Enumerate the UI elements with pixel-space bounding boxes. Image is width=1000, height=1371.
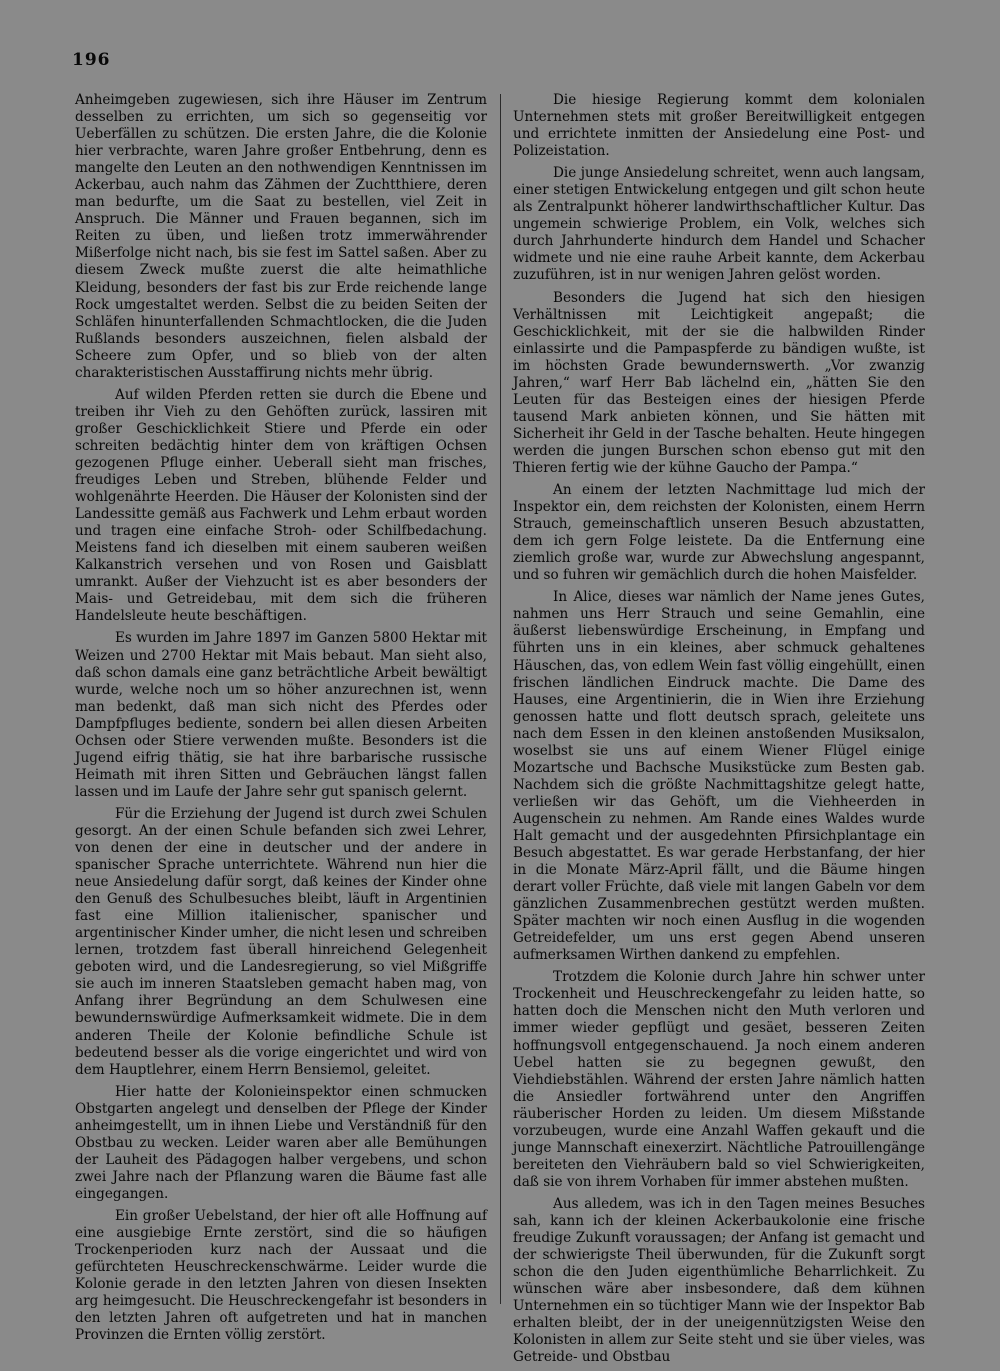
paragraph: Auf wilden Pferden retten sie durch die Ebene und treiben ihr Vieh zu den Gehöften zurück, lassiren mit großer Geschicklichkeit Stiere und Pferde ein oder schreiten bedächtig hinter dem von kräftigen Ochsen gezogenen Pfluge einher. Ueberall sieht man frisches, freudiges Leben und Streben, blühende Felder und wohlgenährte Heerden. Die Häuser der Kolonisten sind der Landessitte gemäß aus Fachwerk und Lehm erbaut worden und tragen eine einfache Stroh- oder Schilfbedachung. Meistens fand ich dieselben mit einem sauberen weißen Kalkanstrich versehen und von Rosen und Gaisblatt umrankt. Außer der Viehzucht ist es aber besonders der Mais- und Getreidebau, mit dem sich die früheren Handelsleute heute beschäftigen.: [75, 386, 487, 625]
right-column: [513, 92, 925, 1371]
paragraph: Trotzdem die Kolonie durch Jahre hin schwer unter Trockenheit und Heuschreckengefahr zu leiden hatte, so hatten doch die Menschen nicht den Muth verloren und immer wieder gepflügt und gesäet, besseren Zeiten hoffnungsvoll entgegenschauend. Ja noch einem anderen Uebel hatten sie zu begegnen gewußt, den Viehdiebstählen. Während der ersten Jahre nämlich hatten die Ansiedler fortwährend unter den Angriffen räuberischer Horden zu leiden. Um diesem Mißstande vorzubeugen, wurde eine Anzahl Waffen gekauft und die junge Mannschaft einexerzirt. Nächtliche Patrouillengänge bereiteten den Viehräubern bald so viel Schwierigkeiten, daß sie von ihrem Vorhaben für immer abstehen mußten.: [513, 969, 925, 1190]
paragraph: Anheimgeben zugewiesen, sich ihre Häuser im Zentrum desselben zu errichten, um sich so gegenseitig vor Ueberfällen zu schützen. Die ersten Jahre, die die Kolonie hier verbrachte, waren Jahre großer Entbehrung, denn es mangelte den Leuten an den nothwendigen Kenntnissen im Ackerbau, auch nahm das Zähmen der Zuchtthiere, deren man bedurfte, um die Saat zu bestellen, viel Zeit in Anspruch. Die Männer und Frauen begannen, sich im Reiten zu üben, und ließen trotz immerwährender Mißerfolge nicht nach, bis sie fest im Sattel saßen. Aber zu diesem Zweck mußte zuerst die alte heimathliche Kleidung, besonders der fast bis zur Erde reichende lange Rock umgestaltet werden. Selbst die zu beiden Seiten der Schläfen hinunterfallenden Schmachtlocken, die die Juden Rußlands besonders auszeichnen, fielen alsbald der Scheere zum Opfer, und so blieb von der alten charakteristischen Ausstaffirung nichts mehr übrig.: [75, 92, 487, 381]
paragraph: Besonders die Jugend hat sich den hiesigen Verhältnissen mit Leichtigkeit angepaßt; die Geschicklichkeit, mit der sie die halbwilden Rinder einlassirte und die Pampaspferde zu bändigen wußte, ist im höchsten Grade bewundernswerth. „Vor zwanzig Jahren,“ warf Herr Bab lächelnd ein, „hätten Sie den Leuten für das Besteigen eines der hiesigen Pferde tausend Mark anbieten können, und Sie hätten mit Sicherheit ihr Geld in der Tasche behalten. Heute hingegen werden die jungen Burschen schon ebenso gut mit den Thieren fertig wie der kühne Gaucho der Pampa.“: [513, 289, 925, 476]
page-number: 196: [72, 50, 111, 70]
paragraph: In Alice, dieses war nämlich der Name jenes Gutes, nahmen uns Herr Strauch und seine Gemahlin, eine äußerst liebenswürdige Erscheinung, in Empfang und führten uns in ein kleines, aber schmuck gehaltenes Häuschen, das, von edlem Wein fast völlig eingehüllt, einen frischen ländlichen Eindruck machte. Die Dame des Hauses, eine Argentinierin, die in Wien ihre Erziehung genossen hatte und flott deutsch sprach, geleitete uns nach dem Essen in den kleinen anstoßenden Musiksalon, woselbst sie uns auf einem Wiener Flügel einige Mozartsche und Bachsche Musikstücke zum Besten gab. Nachdem sich die größte Nachmittagshitze gelegt hatte, verließen wir das Gehöft, um die Viehheerden in Augenschein zu nehmen. Am Rande eines Waldes wurde Halt gemacht und der ausgedehnten Pfirsichplantage ein Besuch abgestattet. Es war gerade Herbstanfang, der hier in die Monate März-April fällt, und die Bäume hingen derart voller Früchte, daß viele mit langen Gabeln vor dem gänzlichen Zusammenbrechen gestützt werden mußten. Später machten wir noch einen Ausflug in die wogenden Getreidefelder, um uns erst gegen Abend unseren aufmerksamen Wirthen dankend zu empfehlen.: [513, 589, 925, 964]
paragraph: Hier hatte der Koloniеinspektor einen schmucken Obstgarten angelegt und denselben der Pflege der Kinder anheimgestellt, um in ihnen Liebe und Verständniß für den Obstbau zu wecken. Leider waren aber alle Bemühungen der Lauheit des Pädagogen halber vergebens, und schon zwei Jahre nach der Pflanzung waren die Bäume fast alle eingegangen.: [75, 1083, 487, 1202]
left-column: [75, 92, 487, 1349]
paragraph: Aus alledem, was ich in den Tagen meines Besuches sah, kann ich der kleinen Ackerbaukolonie eine frische freudige Zukunft voraussagen; der Anfang ist gemacht und der schwierigste Theil überwunden, für die Zukunft sorgt schon die den Juden eigenthümliche Beharrlichkeit. Zu wünschen wäre aber insbesondere, daß dem kühnen Unternehmen ein so tüchtiger Mann wie der Inspektor Bab erhalten bleibt, der in der uneigennützigsten Weise den Kolonisten in allem zur Seite steht und sie über vieles, was Getreide- und Obstbau: [513, 1195, 925, 1366]
paragraph: Ein großer Uebelstand, der hier oft alle Hoffnung auf eine ausgiebige Ernte zerstört, sind die so häufigen Trockenperioden kurz nach der Aussaat und die gefürchteten Heuschreckenschwärme. Leider wurde die Kolonie gerade in den letzten Jahren von diesen Insekten arg heimgesucht. Die Heuschreckengefahr ist besonders in den letzten Jahren oft aufgetreten und hat in manchen Provinzen die Ernten völlig zerstört.: [75, 1208, 487, 1344]
paragraph: Für die Erziehung der Jugend ist durch zwei Schulen gesorgt. An der einen Schule befanden sich zwei Lehrer, von denen der eine in deutscher und der andere in spanischer Sprache unterrichtete. Während nun hier die neue Ansiedelung dafür sorgt, daß keines der Kinder ohne den Genuß des Schulbesuches bleibt, läuft in Argentinien fast eine Million italienischer, spanischer und argentinischer Kinder umher, die nicht lesen und schreiben lernen, trotzdem fast überall hinreichend Gelegenheit geboten wird, und die Landesregierung, so viel Mißgriffe sie auch im inneren Staatsleben gemacht haben mag, von Anfang ihrer Begründung an dem Schulwesen eine bewundernswürdige Aufmerksamkeit widmete. Die in dem anderen Theile der Kolonie befindliche Schule ist bedeutend besser als die vorige eingerichtet und wird von dem Hauptlehrer, einem Herrn Bensiemol, geleitet.: [75, 805, 487, 1078]
column-divider: [500, 94, 501, 1304]
paragraph: Es wurden im Jahre 1897 im Ganzen 5800 Hektar mit Weizen und 2700 Hektar mit Mais bebaut. Man sieht also, daß schon damals eine ganz beträchtliche Arbeit bewältigt wurde, welche noch um so höher anzurechnen ist, wenn man bedenkt, daß man sich nicht des Pferdes oder Dampfpfluges bediente, sondern bei allen diesen Arbeiten Ochsen oder Stiere verwenden mußte. Besonders ist die Jugend eifrig thätig, sie hat ihre barbarische russische Heimath mit ihren Sitten und Gebräuchen längst fallen lassen und im Laufe der Jahre sehr gut spanisch gelernt.: [75, 630, 487, 800]
paragraph: An einem der letzten Nachmittage lud mich der Inspektor ein, dem reichsten der Kolonisten, einem Herrn Strauch, gemeinschaftlich unseren Besuch abzustatten, dem ich gern Folge leistete. Da die Entfernung eine ziemlich große war, wurde zur Abwechslung angespannt, und so fuhren wir gemächlich durch die hohen Maisfelder.: [513, 482, 925, 584]
paragraph: Die junge Ansiedelung schreitet, wenn auch langsam, einer stetigen Entwickelung entgegen und gilt schon heute als Zentralpunkt höherer landwirthschaftlicher Kultur. Das ungemein schwierige Problem, ein Volk, welches sich durch Jahrhunderte hindurch dem Handel und Schacher widmete und nie eine rauhe Arbeit kannte, dem Ackerbau zuzuführen, ist in nur wenigen Jahren gelöst worden.: [513, 165, 925, 284]
paragraph: Die hiesige Regierung kommt dem kolonialen Unternehmen stets mit großer Bereitwilligkeit entgegen und errichtete inmitten der Ansiedelung eine Post- und Polizeistation.: [513, 92, 925, 160]
